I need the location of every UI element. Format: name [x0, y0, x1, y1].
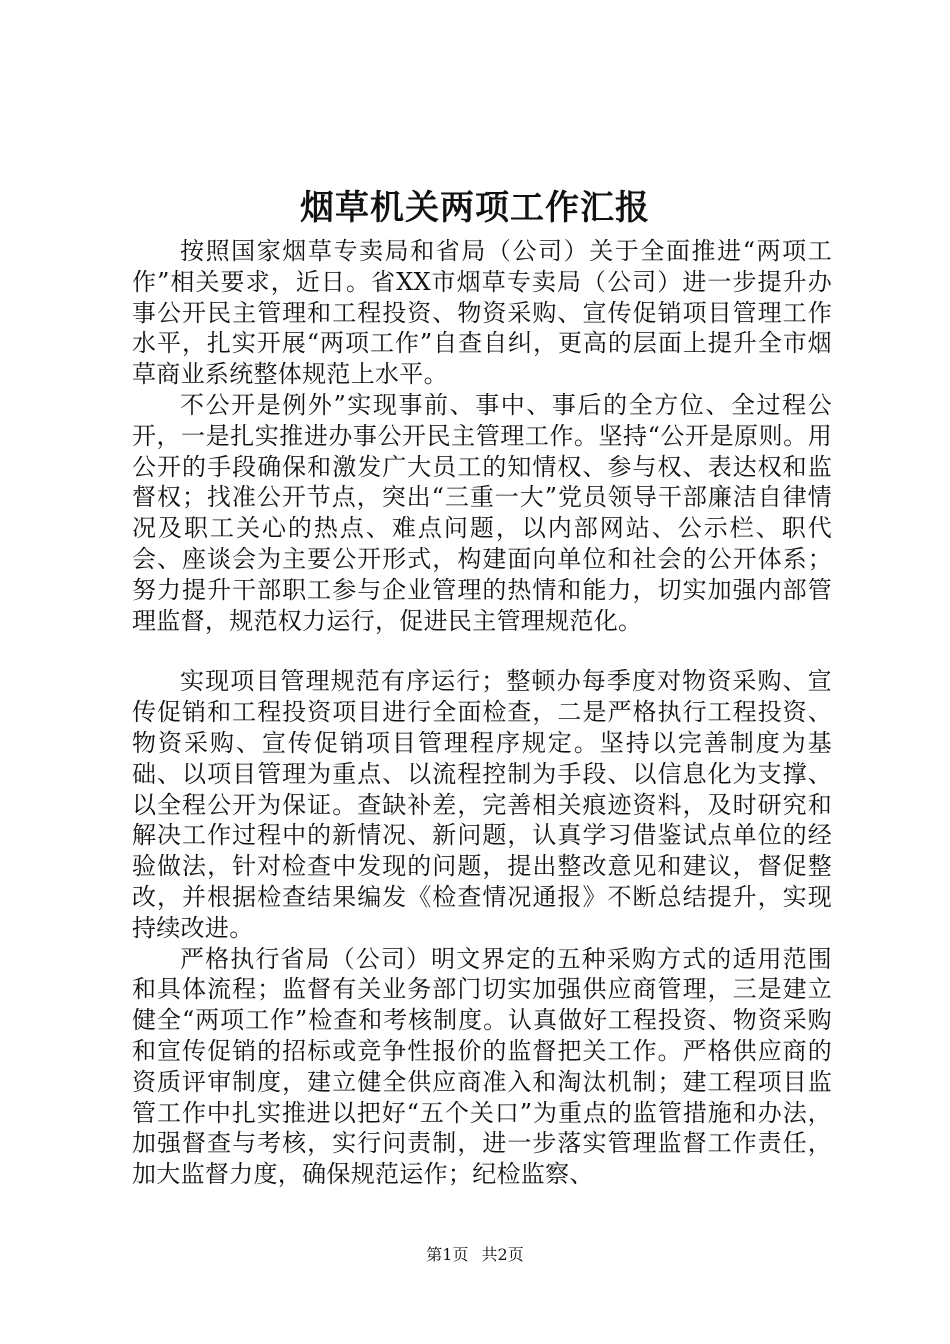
paragraph-2: 不公开是例外”实现事前、事中、事后的全方位、全过程公开，一是扎实推进办事公开民主管理工作。坚持“公开是原则。用公开的手段确保和激发广大员工的知情权、参与权、表达权和监督权；找准公开节点，突出“三重一大”党员领导干部廉洁自律情况及职工关心的热点、难点问题，以内部网站、公示栏、职代会、座谈会为主要公开形式，构建面向单位和社会的公开体系；努力提升干部职工参与企业管理的热情和能力，切实加强内部管理监督，规范权力运行，促进民主管理规范化。: [132, 390, 832, 635]
page-number: 第1页: [426, 1245, 469, 1264]
document-body: [132, 236, 832, 1190]
page-total: 共2页: [481, 1245, 524, 1264]
document-title: 烟草机关两项工作汇报: [300, 188, 650, 228]
paragraph-1: 按照国家烟草专卖局和省局（公司）关于全面推进“两项工作”相关要求，近日。省XX市烟草专卖局（公司）进一步提升办事公开民主管理和工程投资、物资采购、宣传促销项目管理工作水平，扎实开展“两项工作”自查自纠，更高的层面上提升全市烟草商业系统整体规范上水平。: [132, 237, 832, 389]
page-footer: [0, 1244, 950, 1266]
paragraph-3: 实现项目管理规范有序运行；整顿办每季度对物资采购、宣传促销和工程投资项目进行全面检查，二是严格执行工程投资、物资采购、宣传促销项目管理程序规定。坚持以完善制度为基础、以项目管理为重点、以流程控制为手段、以信息化为支撑、以全程公开为保证。查缺补差，完善相关痕迹资料，及时研究和解决工作过程中的新情况、新问题，认真学习借鉴试点单位的经验做法，针对检查中发现的问题，提出整改意见和建议，督促整改，并根据检查结果编发《检查情况通报》不断总结提升，实现持续改进。: [132, 667, 832, 942]
paragraph-4: 严格执行省局（公司）明文界定的五种采购方式的适用范围和具体流程；监督有关业务部门切实加强供应商管理，三是建立健全“两项工作”检查和考核制度。认真做好工程投资、物资采购和宣传促销的招标或竞争性报价的监督把关工作。严格供应商的资质评审制度，建立健全供应商准入和淘汰机制；建工程项目监管工作中扎实推进以把好“五个关口”为重点的监管措施和办法，加强督查与考核，实行问责制，进一步落实管理监督工作责任，加大监督力度，确保规范运作；纪检监察、: [132, 944, 832, 1189]
